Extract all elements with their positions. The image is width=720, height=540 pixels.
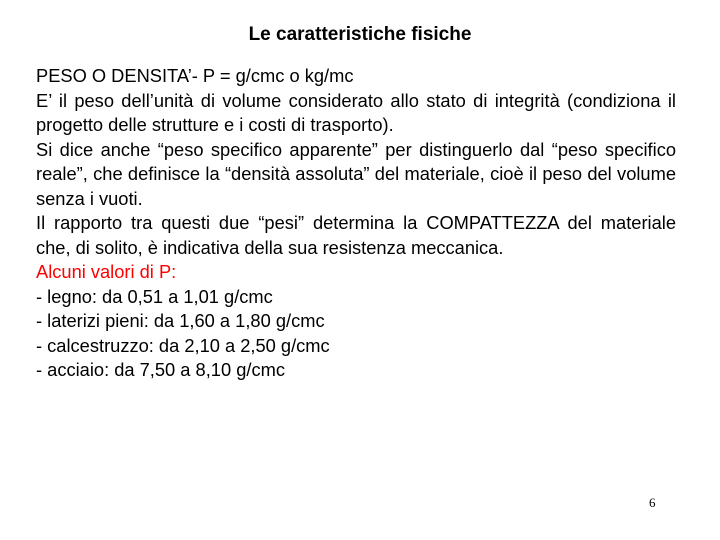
body-paragraph-density-definition: PESO O DENSITA’- P = g/cmc o kg/mc <box>36 65 354 86</box>
value-item-solid-bricks: - laterizi pieni: da 1,60 a 1,80 g/cmc <box>36 310 325 331</box>
body-paragraph-weight-explanation: E’ il peso dell’unità di volume considerato allo stato di integrità (condiziona il progetto delle strutture e i costi di trasporto). <box>36 89 676 135</box>
value-item-concrete: - calcestruzzo: da 2,10 a 2,50 g/cmc <box>36 334 330 356</box>
value-item-wood: - legno: da 0,51 a 1,01 g/cmc <box>36 285 273 307</box>
slide-body <box>36 64 676 383</box>
values-heading: Alcuni valori di P: <box>36 261 177 282</box>
slide-title: Le caratteristiche fisiche <box>248 24 472 45</box>
value-item-steel: - acciaio: da 7,50 a 8,10 g/cmc <box>36 359 285 380</box>
body-paragraph-apparent-specific-weight: Si dice anche “peso specifico apparente” per distinguerlo dal “peso specifico reale”, che definisce la “densità assoluta” del materiale, cioè il peso del volume senza i vuoti. <box>36 138 676 209</box>
page-number: 6 <box>649 495 656 510</box>
body-paragraph-compactness: Il rapporto tra questi due “pesi” determina la COMPATTEZZA del materiale che, di solito, è indicativa della sua resistenza meccanica. <box>36 212 676 258</box>
